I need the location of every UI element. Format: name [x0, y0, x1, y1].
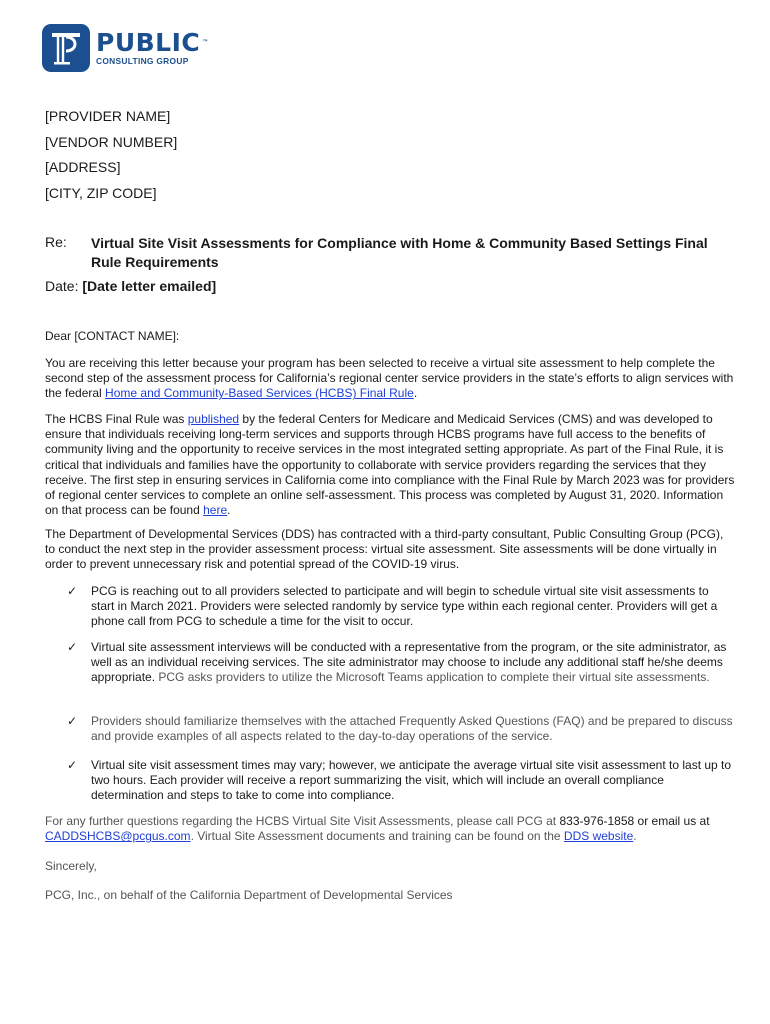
recipient-address-block	[45, 104, 177, 206]
checkmark-icon: ✓	[67, 758, 78, 772]
logo-title: PUBLIC ™	[96, 28, 209, 57]
date-line	[45, 278, 216, 294]
published-link[interactable]: published	[187, 412, 240, 426]
pillar-icon	[42, 24, 90, 72]
paragraph-final-rule: The HCBS Final Rule was published by the federal Centers for Medicare and Medicaid Services (CMS) and was developed to ensure that individuals receiving long-term services and supports through HCBS programs have full access to the benefits of community living and the opportunity to receive services in the most integrated setting appropriate. As part of the Final Rule, it is critical that individuals and families have the opportunity to collaborate with service providers regarding the services that they receive. The first step in ensuring services in California come into compliance with the Final Rule by March 2023 was for providers of regional center services to complete an online self-assessment. This process was completed by August 31, 2020. Information on that process can be found here.	[45, 412, 735, 518]
vendor-number: [VENDOR NUMBER]	[45, 133, 178, 150]
paragraph-intro: You are receiving this letter because your program has been selected to receive a virtual site assessment to help complete the second step of the assessment process for California’s regional center service providers in the state’s efforts to align services with the federal Home and Community-Based Services (HCBS) Final Rule.	[45, 356, 734, 401]
city-zip: [CITY, ZIP CODE]	[45, 184, 157, 201]
paragraph-dds-contract: The Department of Developmental Services (DDS) has contracted with a third-party consultant, Public Consulting Group (PCG), to conduct the next step in the provider assessment process: virtual site assessment. Site assessments will be done virtually in order to prevent unnecessary risk and potential spread of the COVID-19 virus.	[45, 527, 724, 572]
paragraph-contact: For any further questions regarding the HCBS Virtual Site Visit Assessments, please call PCG at 833-976-1858 or email us at CADDSHCBS@pcgus.com. Virtual Site Assessment documents and training can be found on the DDS website.	[45, 814, 710, 844]
checkmark-icon: ✓	[67, 640, 78, 654]
logo-subtitle: CONSULTING GROUP	[96, 56, 189, 66]
signature: PCG, Inc., on behalf of the California Department of Developmental Services	[45, 888, 453, 902]
subject-text: Virtual Site Visit Assessments for Compliance with Home & Community Based Settings Final Rule Requirements	[91, 235, 708, 270]
letter-page: PUBLIC ™ CONSULTING GROUP [PROVIDER NAME] [VENDOR NUMBER] [ADDRESS] [CITY, ZIP CODE] Re: Virtual Site Visit Assessments for Compliance with Home & Community Based Settings Final Rule Requirements Date: [Date letter emailed] Dear [CONTACT NAME]: You are receiving this letter because your program has been selected to receive a virtual site assessment to help complete the second step of the assessment process for California’s regional center service providers in the state’s efforts to align services with the federal Home and Community-Based Services (HCBS) Final Rule. The HCBS Final Rule was published by the federal Centers for Medicare and Medicaid Services (CMS) and was developed to ensure that individuals receiving long-term services and supports through HCBS programs have full access to the benefits of community living and the opportunity to receive services in the most integrated setting appropriate. As part of the Final Rule, it is critical that individuals and families have the opportunity to collaborate with service providers regarding the services that they receive. The first step in ensuring services in California come into compliance with the Final Rule by March 2023 was for providers of regional center services to complete an online self-assessment. This process was completed by August 31, 2020. Information on that process can be found here. The Department of Developmental Services (DDS) has contracted with a third-party consultant, Public Consulting Group (PCG), to conduct the next step in the provider assessment process: virtual site assessment. Site assessments will be done virtually in order to prevent unnecessary risk and potential spread of the COVID-19 virus. ✓ PCG is reaching out to all providers selected to participate and will begin to schedule virtual site visit assessments to start in March 2021. Providers were selected randomly by service type within each regional center. Providers will get a phone call from PCG to schedule a time for the visit to occur. ✓ Virtual site assessment interviews will be conducted with a representative from the program, or the site administrator, as well as an individual receiving services. The site administrator may choose to include any additional staff he/she deems appropriate. PCG asks providers to utilize the Microsoft Teams application to complete their virtual site assessments. ✓ Providers should familiarize themselves with the attached Frequently Asked Questions (FAQ) and be prepared to discuss and provide examples of all aspects related to the day-to-day operations of the service. ✓ Virtual site visit assessment times may vary; however, we anticipate the average virtual site visit assessment to last up to two hours. Each provider will receive a report summarizing the visit, which will include an overall compliance determination and steps to take to come into compliance. For any further questions regarding the HCBS Virtual Site Visit Assessments, please call PCG at 833-976-1858 or email us at CADDSHCBS@pcgus.com. Virtual Site Assessment documents and training can be found on the DDS website. Sincerely, PCG, Inc., on behalf of the California Department of Developmental Services	[0, 0, 770, 1024]
closing: Sincerely,	[45, 859, 97, 873]
salutation: Dear [CONTACT NAME]:	[45, 329, 180, 343]
checkmark-icon: ✓	[67, 714, 78, 728]
date-label: Date:	[45, 278, 79, 294]
street-address: [ADDRESS]	[45, 159, 121, 175]
email-link[interactable]: CADDSHCBS@pcgus.com	[45, 829, 191, 844]
provider-name: [PROVIDER NAME]	[45, 108, 171, 124]
pcg-logo	[42, 22, 209, 74]
here-link[interactable]: here	[203, 503, 228, 518]
date-value: [Date letter emailed]	[82, 278, 217, 294]
checkmark-icon: ✓	[67, 584, 78, 598]
re-label: Re:	[45, 234, 67, 250]
dds-website-link[interactable]: DDS website	[563, 829, 634, 844]
hcbs-final-rule-link[interactable]: Home and Community-Based Services (HCBS) Final Rule	[105, 386, 414, 401]
